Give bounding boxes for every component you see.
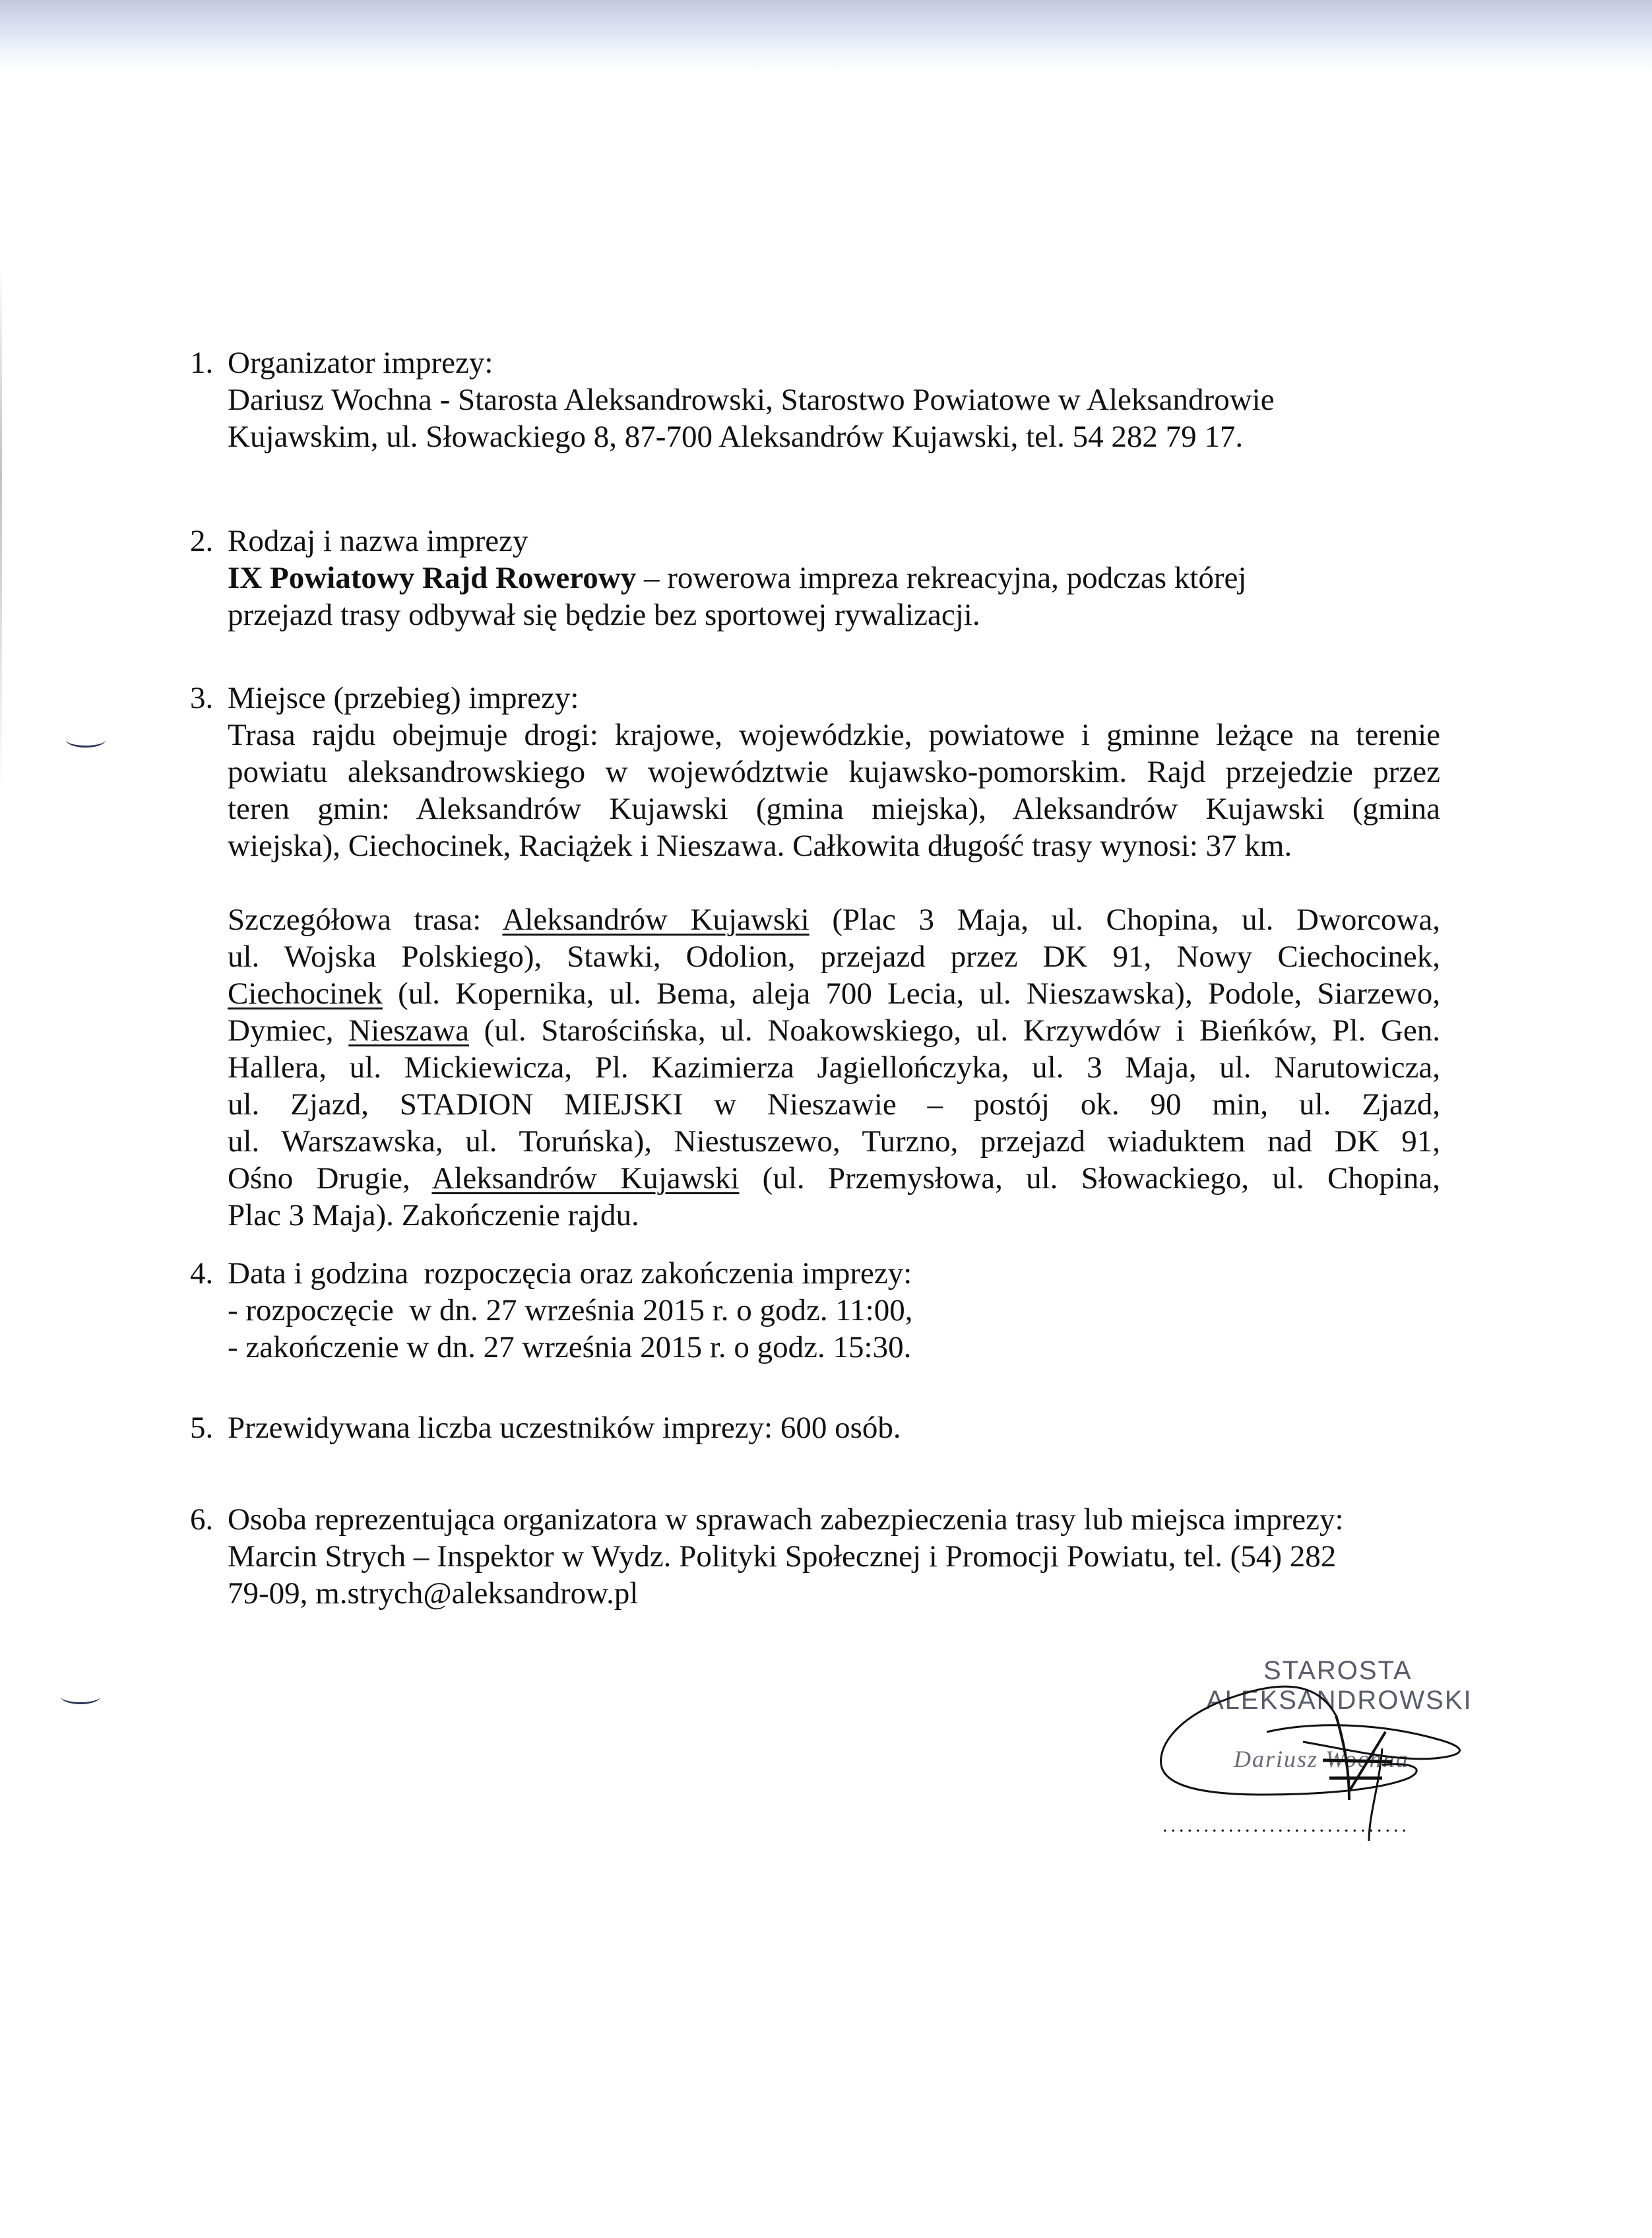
section-event-location (190, 680, 1444, 1234)
route-line: Hallera, ul. Mickiewicza, Pl. Kazimierza Jagiellończyka, ul. 3 Maja, ul. Narutowicza, (228, 1050, 1440, 1085)
event-description-line (228, 560, 1440, 596)
route-town-aleksandrow: Aleksandrów Kujawski (502, 903, 810, 937)
section-event-type (190, 523, 1444, 633)
detailed-route (228, 901, 1440, 1234)
stamp-office: ALEKSANDROWSKI (1206, 1686, 1473, 1715)
route-line (228, 901, 1440, 938)
item-heading: Organizator imprezy: (228, 346, 493, 380)
scan-edge-left (0, 264, 2, 792)
route-text: (ul. Starościńska, ul. Noakowskiego, ul. Krzywdów i Bieńków, Pl. Gen. (468, 1013, 1440, 1048)
item-number: 6. (190, 1502, 214, 1537)
section-organizer (190, 344, 1444, 455)
item-number: 5. (190, 1411, 214, 1445)
route-line (228, 975, 1440, 1012)
stamp-name: Dariusz Wochna (1234, 1746, 1409, 1772)
route-text: (ul. Kopernika, ul. Bema, aleja 700 Lecia, ul. Nieszawska), Podole, Siarzewo, (382, 976, 1440, 1011)
route-text: Szczegółowa trasa: (228, 903, 503, 937)
contact-line: Marcin Strych – Inspektor w Wydz. Polityki Społecznej i Promocji Powiatu, tel. (54) 282 (228, 1539, 1337, 1574)
item-heading: Przewidywana liczba uczestników imprezy: 600 osób. (228, 1411, 901, 1445)
location-line: powiatu aleksandrowskiego w województwie kujawsko-pomorskim. Rajd przejedzie przez (228, 755, 1440, 789)
end-date-line: - zakończenie w dn. 27 września 2015 r. o godz. 15:30. (228, 1330, 912, 1364)
location-line: wiejska), Ciechocinek, Raciążek i Nieszawa. Całkowita długość trasy wynosi: 37 km. (228, 829, 1292, 863)
route-line: ul. Zjazd, STADION MIEJSKI w Nieszawie – postój ok. 90 min, ul. Zjazd, (228, 1087, 1440, 1122)
item-heading: Osoba reprezentująca organizatora w sprawach zabezpieczenia trasy lub miejsca imprezy: (228, 1502, 1344, 1537)
event-name: IX Powiatowy Rajd Rowerowy (228, 561, 637, 595)
organizer-line: Dariusz Wochna - Starosta Aleksandrowski, Starostwo Powiatowe w Aleksandrowie (228, 383, 1275, 417)
item-number: 2. (190, 524, 214, 558)
event-description-line-2: przejazd trasy odbywał się będzie bez sportowej rywalizacji. (228, 598, 980, 632)
route-text: Dymiec, (228, 1013, 349, 1048)
contact-email-line: 79-09, m.strych@aleksandrow.pl (228, 1576, 639, 1611)
start-date-line: - rozpoczęcie w dn. 27 września 2015 r. o godz. 11:00, (228, 1293, 913, 1327)
section-contact-person (190, 1501, 1444, 1612)
route-town-ciechocinek: Ciechocinek (228, 976, 383, 1011)
item-number: 1. (190, 346, 214, 380)
punch-hole-mark (61, 1689, 100, 1704)
event-description: – rowerowa impreza rekreacyjna, podczas której (636, 561, 1247, 595)
section-participants (190, 1409, 1444, 1446)
route-line: ul. Warszawska, ul. Toruńska), Niestuszewo, Turzno, przejazd wiaduktem nad DK 91, (228, 1124, 1440, 1159)
route-text: Ośno Drugie, (228, 1161, 432, 1196)
route-town-nieszawa: Nieszawa (348, 1013, 469, 1048)
item-heading: Rodzaj i nazwa imprezy (228, 524, 528, 558)
item-number: 3. (190, 681, 214, 715)
route-town-aleksandrow: Aleksandrów Kujawski (431, 1161, 740, 1196)
route-text: (ul. Przemysłowa, ul. Słowackiego, ul. Chopina, (739, 1161, 1440, 1196)
route-line: Plac 3 Maja). Zakończenie rajdu. (228, 1198, 639, 1232)
item-number: 4. (190, 1256, 214, 1291)
signature-line: .............................. (1162, 1814, 1410, 1836)
location-line: teren gmin: Aleksandrów Kujawski (gmina miejska), Aleksandrów Kujawski (gmina (228, 792, 1440, 826)
route-line: ul. Wojska Polskiego), Stawki, Odolion, przejazd przez DK 91, Nowy Ciechocinek, (228, 940, 1440, 974)
organizer-address-line: Kujawskim, ul. Słowackiego 8, 87-700 Aleksandrów Kujawski, tel. 54 282 79 17. (228, 420, 1244, 454)
punch-hole-mark (66, 732, 106, 748)
item-heading: Data i godzina rozpoczęcia oraz zakończenia imprezy: (228, 1256, 912, 1291)
route-line (228, 1160, 1440, 1197)
scan-shadow-top (0, 0, 1652, 73)
route-line (228, 1012, 1440, 1049)
section-date-time (190, 1255, 1444, 1366)
stamp-title: STAROSTA (1263, 1656, 1413, 1685)
item-heading: Miejsce (przebieg) imprezy: (228, 681, 579, 715)
route-text: (Plac 3 Maja, ul. Chopina, ul. Dworcowa, (809, 903, 1440, 937)
location-line: Trasa rajdu obejmuje drogi: krajowe, wojewódzkie, powiatowe i gminne leżące na terenie (228, 718, 1440, 752)
